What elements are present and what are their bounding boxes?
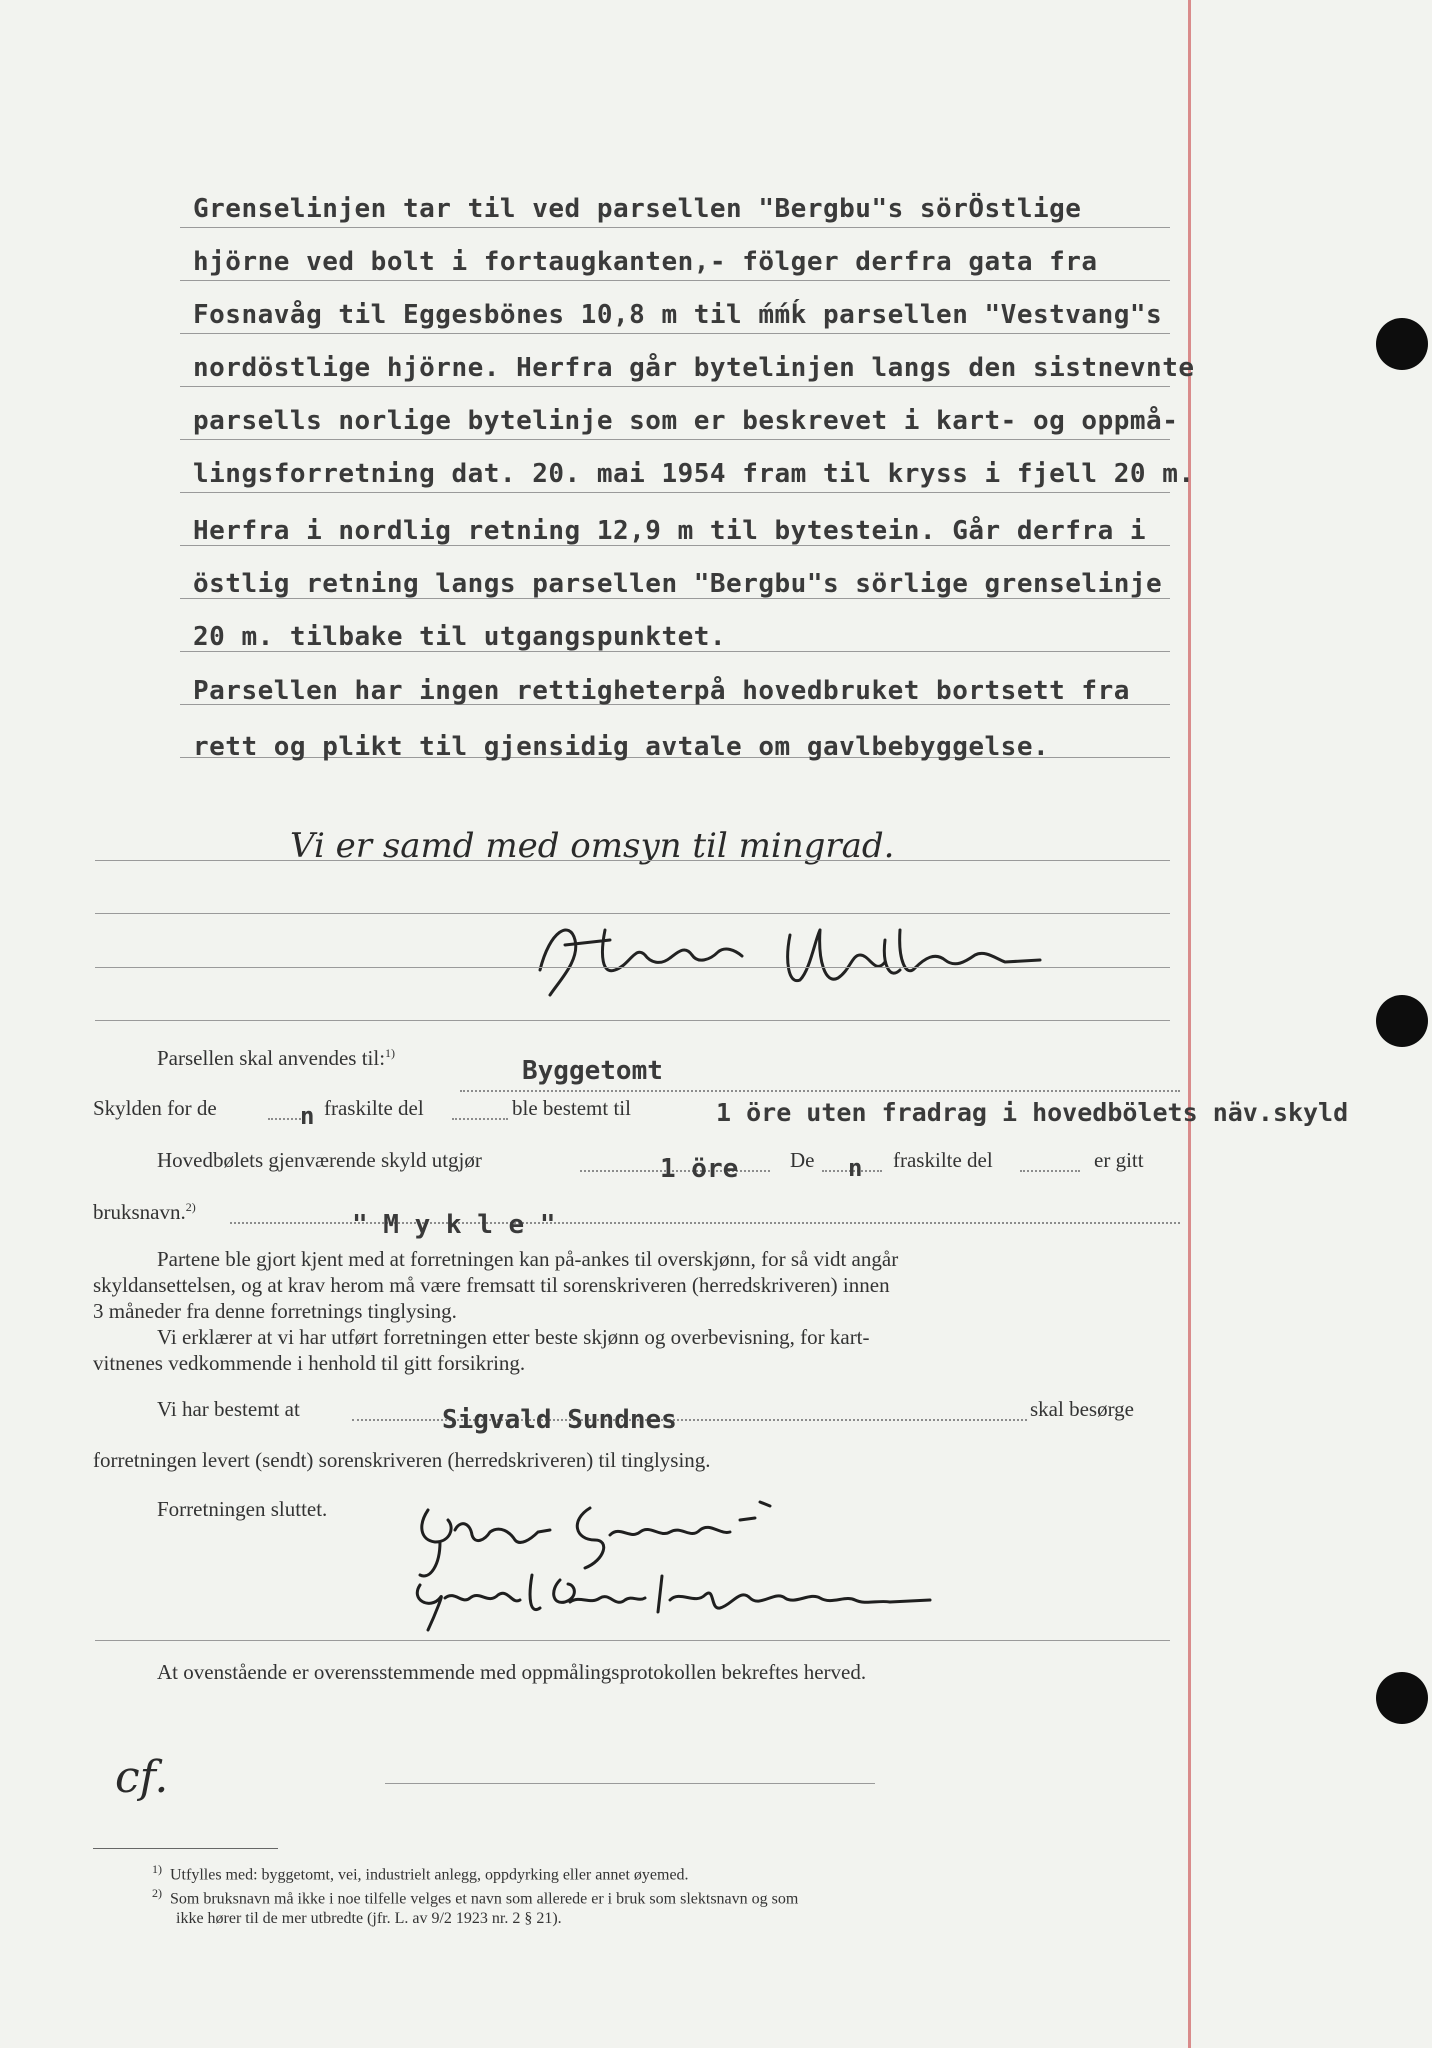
fill-line xyxy=(452,1118,508,1120)
typed-line: Parsellen har ingen rettigheterpå hovedbruket bortsett fra xyxy=(193,676,1130,706)
bestemt-line2: forretningen levert (sendt) sorenskriveren (herredskriveren) til tinglysing. xyxy=(93,1448,711,1472)
appeal-paragraph xyxy=(93,1246,898,1324)
typed-line: hjörne ved bolt i fortaugkanten,- fölger derfra gata fra xyxy=(193,247,1098,277)
bruksnavn-value: " M y k l e " xyxy=(352,1210,556,1240)
skyld-n: n xyxy=(300,1102,315,1130)
skyld-label: Skylden for de xyxy=(93,1096,217,1120)
ruled-line xyxy=(180,439,1170,440)
margin-line xyxy=(1188,0,1191,2048)
footnote-1: $^{1)}$ Utfylles med: byggetomt, vei, industrielt anlegg, oppdyrking eller annet øyemed. xyxy=(152,1862,689,1884)
ruled-line xyxy=(180,280,1170,281)
typed-line: Herfra i nordlig retning 12,9 m til bytestein. Går derfra i xyxy=(193,516,1147,546)
use-label: Parsellen skal anvendes til:$^{1)}$ xyxy=(157,1046,396,1070)
signature-line xyxy=(385,1783,875,1784)
ruled-line xyxy=(180,386,1170,387)
bestemt-label: Vi har bestemt at xyxy=(157,1397,300,1421)
ruled-line xyxy=(95,967,1170,968)
paragraph-line: skyldansettelsen, og at krav herom må være fremsatt til sorenskriveren (herredskriveren) innen xyxy=(93,1273,890,1297)
typed-line: Fosnavåg til Eggesbönes 10,8 m til ḿḿḱ parsellen "Vestvang"s xyxy=(193,300,1163,330)
fill-line xyxy=(1020,1170,1080,1172)
hoved-value: 1 öre xyxy=(660,1154,739,1184)
declaration-paragraph xyxy=(93,1324,870,1376)
punch-hole xyxy=(1376,995,1428,1047)
ruled-line xyxy=(180,492,1170,493)
fraskilte-label: fraskilte del xyxy=(893,1148,993,1172)
skyld-value: 1 öre uten fradrag i hovedbölets näv.skyld xyxy=(716,1098,1349,1127)
typed-line: lingsforretning dat. 20. mai 1954 fram til kryss i fjell 20 m. xyxy=(193,459,1195,489)
ruled-line xyxy=(180,333,1170,334)
punch-hole xyxy=(1376,1672,1428,1724)
paragraph-line: Partene ble gjort kjent med at forretningen kan på-ankes til overskjønn, for så vidt angår xyxy=(157,1247,899,1271)
paragraph-line: Vi erklærer at vi har utført forretningen etter beste skjønn og overbevisning, for kart- xyxy=(157,1325,870,1349)
paragraph-line: 3 måneder fra denne forretnings tinglysing. xyxy=(93,1299,457,1323)
ruled-line xyxy=(180,227,1170,228)
bestemt-value: Sigvald Sundnes xyxy=(442,1405,677,1435)
use-value: Byggetomt xyxy=(522,1056,663,1086)
fill-line xyxy=(268,1118,304,1120)
typed-line: parsells norlige bytelinje som er beskrevet i kart- og oppmå- xyxy=(193,406,1179,436)
fill-line xyxy=(460,1090,1180,1092)
de-n: n xyxy=(848,1154,863,1182)
initials: cf. xyxy=(115,1752,169,1803)
paragraph-line: vitnenes vedkommende i henhold til gitt forsikring. xyxy=(93,1351,526,1375)
handwritten-signature xyxy=(520,900,1080,1010)
ruled-line xyxy=(95,1020,1170,1021)
footnote-2-cont: ikke hører til de mer utbredte (jfr. L. av 9/2 1923 nr. 2 § 21). xyxy=(176,1909,562,1927)
hoved-label: Hovedbølets gjenværende skyld utgjør xyxy=(157,1148,482,1172)
de-label: De xyxy=(790,1148,815,1172)
typed-line: rett og plikt til gjensidig avtale om gavlbebyggelse. xyxy=(193,732,1050,762)
bestemt-suffix: skal besørge xyxy=(1030,1397,1135,1421)
skyld-label-b: fraskilte del xyxy=(324,1096,424,1120)
handwritten-note: Vi er samd med omsyn til mingrad. xyxy=(290,826,895,866)
footnote-2: $^{2)}$ Som bruksnavn må ikke i noe tilfelle velges et navn som allerede er i bruk som slektsnavn og som xyxy=(152,1886,799,1908)
confirm-text: At ovenstående er overensstemmende med oppmålingsprotokollen bekreftes herved. xyxy=(157,1660,867,1684)
ruled-line xyxy=(95,1640,1170,1641)
footnotes xyxy=(152,1860,798,1928)
typed-line: nordöstlige hjörne. Herfra går bytelinjen langs den sistnevnte xyxy=(193,353,1195,383)
er-gitt-label: er gitt xyxy=(1094,1148,1144,1172)
skyld-label-c: ble bestemt til xyxy=(512,1096,631,1120)
ruled-line xyxy=(95,860,1170,861)
typed-line: 20 m. tilbake til utgangspunktet. xyxy=(193,622,727,652)
slutt-label: Forretningen sluttet. xyxy=(157,1497,328,1521)
handwritten-signatures xyxy=(400,1480,1140,1640)
typed-line: östlig retning langs parsellen "Bergbu"s sörlige grenselinje xyxy=(193,569,1163,599)
typed-line: Grenselinjen tar til ved parsellen "Bergbu"s sörÖstlige xyxy=(193,194,1082,224)
punch-hole xyxy=(1376,318,1428,370)
footnote-divider xyxy=(93,1848,278,1849)
bruksnavn-label: bruksnavn.$^{2)}$ xyxy=(93,1200,196,1224)
